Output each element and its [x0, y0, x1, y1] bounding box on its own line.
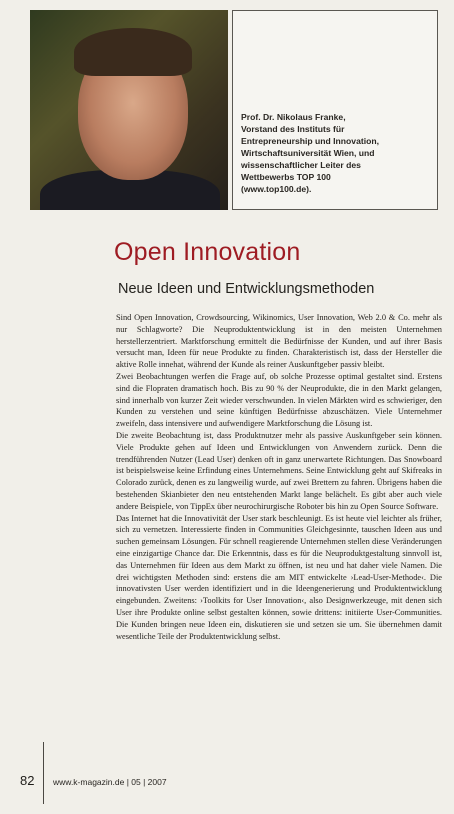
page-number: 82	[20, 773, 35, 788]
article-subtitle: Neue Ideen und Entwicklungsmethoden	[118, 281, 375, 297]
paragraph-4: Das Internet hat die Innovativität der User stark beschleunigt. Es ist heute viel leichter als früher, sich zu vernetzen. Interessierte finden in Communities Gleichgesinnte, tauschen Ideen aus und suchen gemeinsam Lösungen. Für schnell reagierende Unternehmen stellen diese Veränderungen eine einzigartige Chance dar. Die Erkenntnis, dass es für die Neuproduktgestaltung sinnvoll ist, das Unternehmen für Ideen aus dem Markt zu öffnen, ist neu und hat daher viele Namen. Die drei wichtigsten Methoden sind: erstens die am MIT entwickelte ›Lead-User-Methode‹. Die innovativsten User werden identifiziert und in die Ideengenerierung und Produktentwicklung eingebunden. Zweitens: ›Toolkits for User Innovation‹, also Designwerkzeuge, mit denen sich User ihre Produkte online selbst gestalten können, sowie drittens: initiierte User-Communities. Die Kunden bringen neue Ideen ein, diskutieren sie und setzen sie um. Sie übernehmen damit wesentliche Teile der Produktentwicklung selbst.	[116, 513, 442, 641]
author-photo	[30, 10, 228, 210]
paragraph-1: Sind Open Innovation, Crowdsourcing, Wikinomics, User Innovation, Web 2.0 & Co. mehr als nur Schlagworte? Die Neuproduktentwicklung ist in den meisten Unternehmen herstellerzentriert. Marktforschung ermittelt die Bedürfnisse der Kunden, und auf ihrer Basis versucht man, Ideen für neue Produkte zu finden. Charakteristisch ist, dass der Hersteller die aktive Rolle innehat, während der Kunde als reiner Auskunftgeber passiv bleibt.	[116, 313, 442, 370]
author-bio-box	[232, 10, 438, 210]
author-bio: Prof. Dr. Nikolaus Franke, Vorstand des Instituts für Entrepreneurship und Innovation, Wirtschaftsuniversität Wien, und wissenschaftlicher Leiter des Wettbewerbs TOP 100 (www.top100.de).	[241, 112, 379, 194]
photo-hair	[74, 28, 192, 76]
footer-divider	[43, 742, 44, 804]
article-body	[116, 312, 442, 642]
paragraph-2: Zwei Beobachtungen werfen die Frage auf, ob solche Prozesse optimal gestaltet sind. Erstens sind die Flopraten dramatisch hoch. Bis zu 90 % der Neuprodukte, die in den Markt gelangen, sind innerhalb von kurzer Zeit wieder verschwunden. In vielen Märkten wird es schwieriger, den Kunden zu verstehen und seine künftigen Bedürfnisse abzuschätzen. Viele Unternehmer zweifeln, dass intensivere und aufwendigere Marktforschung die Lösung ist.	[116, 371, 442, 429]
article-title: Open Innovation	[114, 238, 301, 266]
paragraph-3: Die zweite Beobachtung ist, dass Produktnutzer mehr als passive Auskunftgeber sein können. Viele Produkte gehen auf Ideen und Entwicklungen von Anwendern zurück. Denn die trendführenden Nutzer (Lead User) denken oft in ganz unerwartete Richtungen. Das Snowboard ist beispielsweise keine Erfindung eines Unternehmens. Seine Entwicklung geht auf Skifreaks in Colorado zurück, denen es zu langweilig wurde, auf zwei Brettern zu fahren. Übrigens haben die bestehenden Skianbieter den neu entstehenden Markt lange belächelt. Es gibt aber auch viele andere Beispiele, von TippEx über neurochirurgische Roboter bis hin zu Open Source Software.	[116, 430, 442, 511]
footer-source: www.k-magazin.de | 05 | 2007	[53, 777, 167, 787]
